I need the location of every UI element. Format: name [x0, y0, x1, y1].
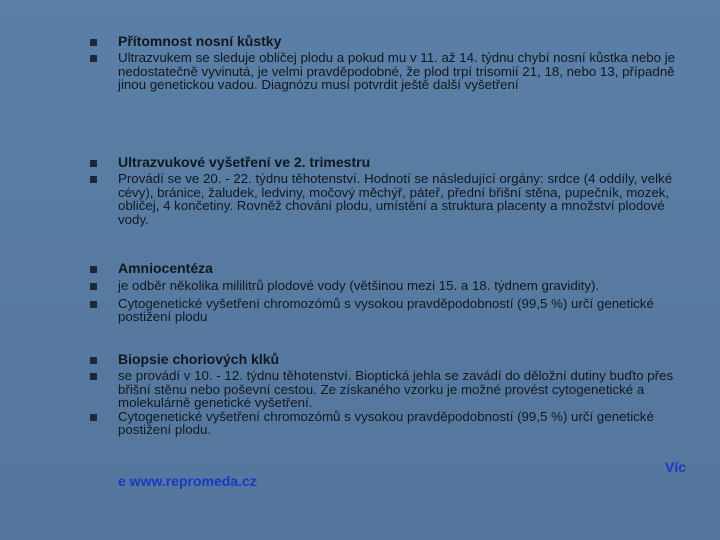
section-second-trimester	[88, 156, 698, 226]
square-bullet-icon	[90, 283, 97, 290]
bullet-item	[88, 369, 698, 409]
section-text: Cytogenetické vyšetření chromozómů s vysokou pravděpodobností (99,5 %) určí genetické postižení plodu	[118, 295, 654, 325]
bullet-item	[88, 353, 698, 366]
square-bullet-icon	[90, 266, 97, 273]
section-text: je odběr několika mililitrů plodové vody (většinou mezi 15. a 18. týdnem gravidity).	[118, 278, 600, 294]
section-text: Ultrazvukem se sleduje obličej plodu a pokud mu v 11. až 14. týdnu chybí nosní kůstka nebo je nedostatečně vyvinutá, je velmi pravděpodobné, že plod trpí trisomií 21, 18, nebo 13, případně jinou genetickou vadou. Diagnózu musí potvrdit ještě další vyšetření	[118, 50, 676, 93]
section-chorionic-biopsy	[88, 353, 698, 436]
section-nasal-bone	[88, 35, 698, 92]
website-link[interactable]: e www.repromeda.cz	[118, 473, 257, 489]
square-bullet-icon	[90, 301, 97, 308]
bullet-item	[88, 51, 698, 91]
bullet-item	[88, 172, 698, 226]
bullet-item	[88, 297, 698, 324]
bullet-item	[88, 279, 698, 292]
section-heading: Ultrazvukové vyšetření ve 2. trimestru	[118, 154, 371, 170]
square-bullet-icon	[90, 160, 97, 167]
square-bullet-icon	[90, 176, 97, 183]
square-bullet-icon	[90, 39, 97, 46]
bullet-item	[88, 156, 698, 169]
bullet-item	[88, 262, 698, 275]
more-link[interactable]: Víc	[664, 459, 686, 475]
square-bullet-icon	[90, 55, 97, 62]
square-bullet-icon	[90, 414, 97, 421]
section-text: Cytogenetické vyšetření chromozómů s vysokou pravděpodobností (99,5 %) určí genetické postižení plodu.	[118, 408, 654, 438]
section-text: se provádí v 10. - 12. týdnu těhotenství. Bioptická jehla se zavádí do děložní dutiny buďto přes břišní stěnu nebo poševní cestou. Ze získaného vzorku je možné provést cytogenetické a molekulárně genetické vyšetření.	[118, 368, 674, 411]
section-text: Provádí se ve 20. - 22. týdnu těhotenství. Hodnotí se následující orgány: srdce (4 oddíly, velké cévy), bránice, žaludek, ledviny, močový měchýř, páteř, přední břišní stěna, pupečník, mozek, obličej, 4 končetiny. Rovněž chování plodu, umístění a struktura placenty a množství plodové vody.	[118, 171, 673, 227]
bullet-item	[88, 410, 698, 437]
section-heading: Biopsie choriových klků	[118, 351, 280, 367]
section-heading: Amniocentéza	[118, 260, 213, 276]
section-heading: Přítomnost nosní kůstky	[118, 33, 282, 49]
bullet-item	[88, 35, 698, 48]
square-bullet-icon	[90, 357, 97, 364]
section-amniocentesis	[88, 262, 698, 324]
square-bullet-icon	[90, 373, 97, 380]
